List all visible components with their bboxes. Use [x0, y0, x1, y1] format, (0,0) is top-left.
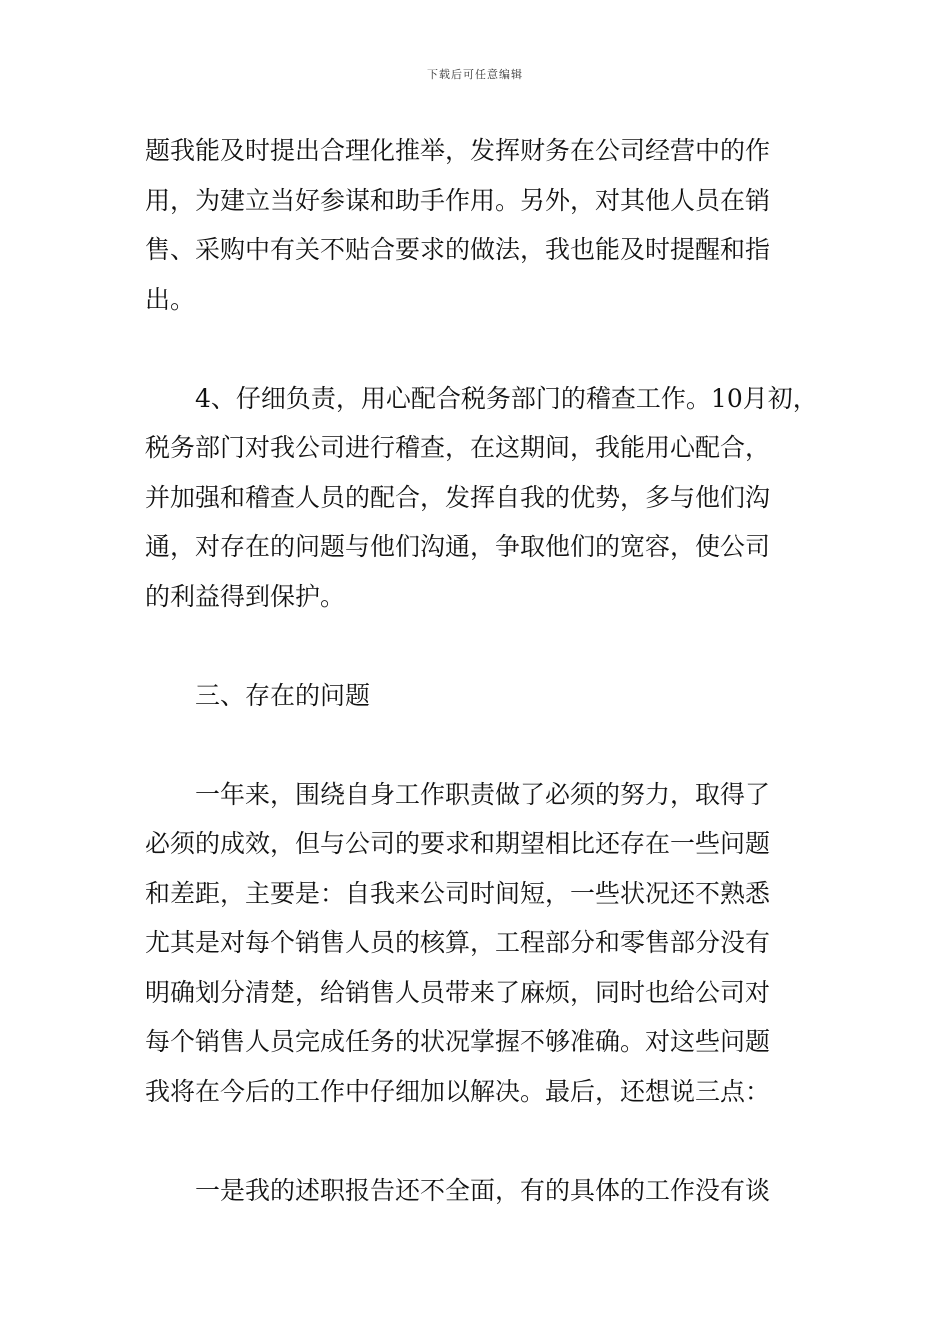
- section-heading: 三、存在的问题: [195, 680, 371, 710]
- text-line: 明确划分清楚，给销售人员带来了麻烦，同时也给公司对: [145, 977, 771, 1007]
- text-line: 我将在今后的工作中仔细加以解决。最后，还想说三点：: [145, 1076, 771, 1106]
- text-line: 售、采购中有关不贴合要求的做法，我也能及时提醒和指: [145, 235, 771, 264]
- text-line: 通，对存在的问题与他们沟通，争取他们的宽容，使公司: [145, 532, 771, 561]
- paragraph-closing-points: [145, 1166, 825, 1216]
- text-line: 用，为建立当好参谋和助手作用。另外，对其他人员在销: [145, 185, 771, 215]
- paragraph-problems: [145, 770, 825, 1117]
- text-line: 一是我的述职报告还不全面，有的具体的工作没有谈: [195, 1175, 771, 1205]
- paragraph-tax-audit: [145, 374, 825, 622]
- document-body: [145, 126, 825, 1215]
- header-note: 下载后可任意编辑: [427, 68, 523, 81]
- text-line: 出。: [145, 284, 196, 314]
- text-line: 4、仔细负责，用心配合税务部门的稽查工作。10月初，: [195, 383, 818, 413]
- text-line: 题我能及时提出合理化推举，发挥财务在公司经营中的作: [145, 136, 771, 165]
- paragraph-finance-advice: [145, 126, 825, 324]
- text-line: 和差距，主要是：自我来公司时间短，一些状况还不熟悉: [145, 878, 771, 908]
- text-line: 并加强和稽查人员的配合，发挥自我的优势，多与他们沟: [145, 482, 771, 512]
- section-heading-problems: [145, 671, 825, 721]
- text-line: 税务部门对我公司进行稽查，在这期间，我能用心配合，: [145, 433, 771, 462]
- text-line: 每个销售人员完成任务的状况掌握不够准确。对这些问题: [145, 1027, 771, 1056]
- text-line: 一年来，围绕自身工作职责做了必须的努力，取得了: [195, 779, 771, 809]
- text-line: 的利益得到保护。: [145, 581, 346, 611]
- text-line: 必须的成效，但与公司的要求和期望相比还存在一些问题: [145, 829, 771, 858]
- text-line: 尤其是对每个销售人员的核算，工程部分和零售部分没有: [145, 928, 771, 957]
